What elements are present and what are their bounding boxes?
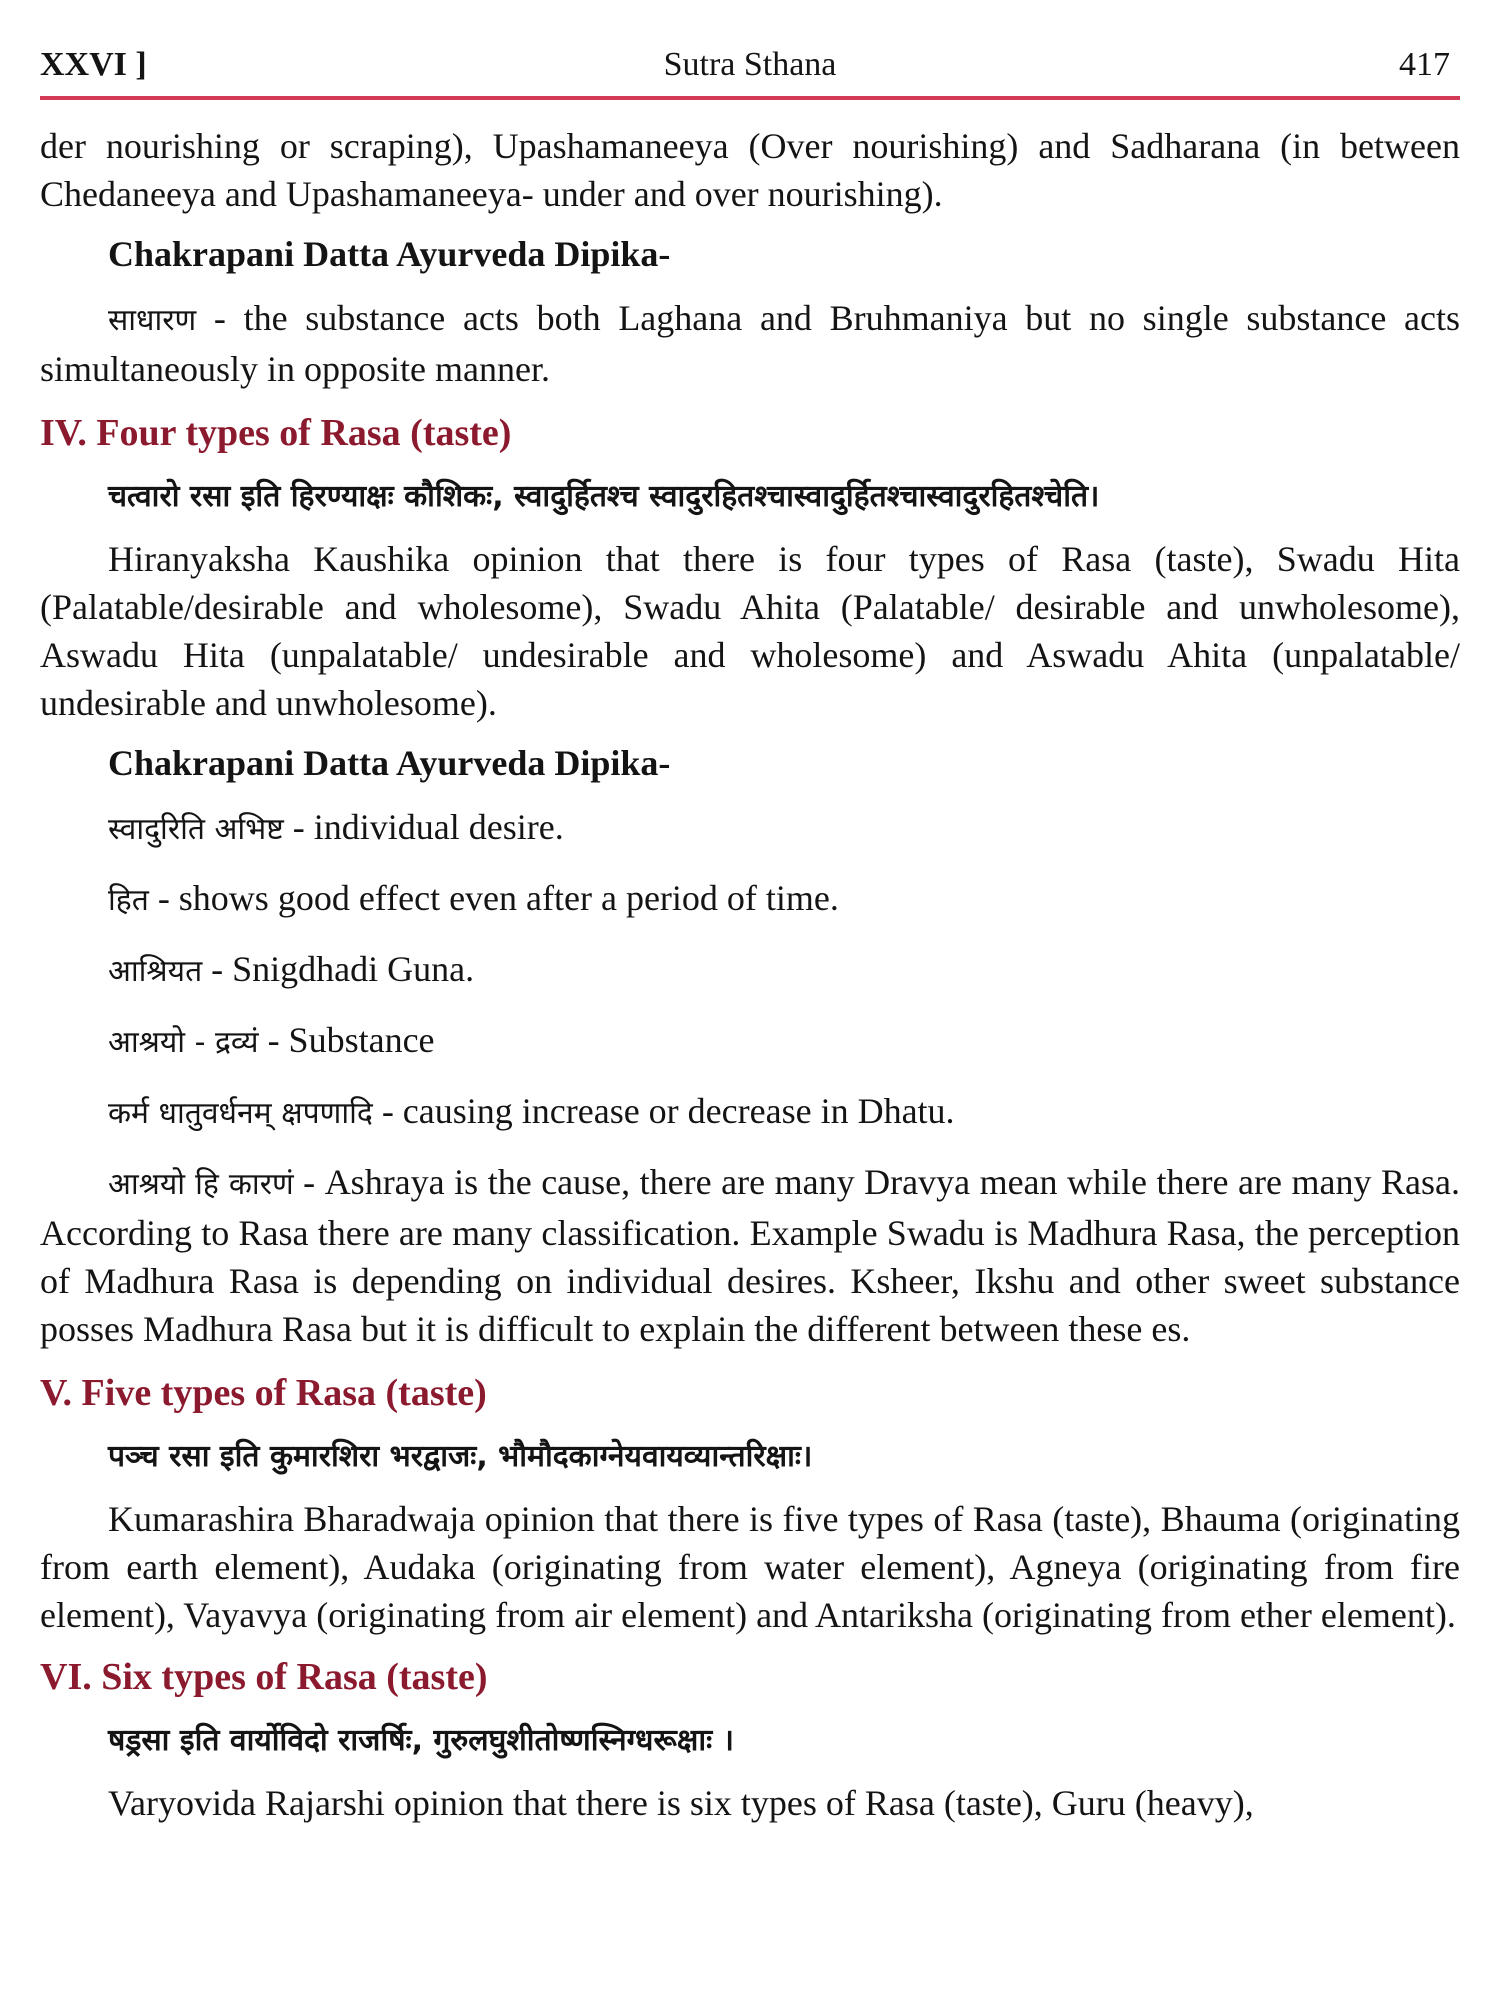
running-header: [40, 40, 1460, 90]
commentary-heading: Chakrapani Datta Ayurveda Dipika-: [108, 743, 671, 783]
gloss-text: - Ashraya is the cause, there are many Dravya mean while there are many Rasa. According to Rasa there are many classification. Example Swadu is Madhura Rasa, the perception of Madhura Rasa is depending on individual desires. Ksheer, Ikshu and other sweet substance posses Madhura Rasa but it is difficult to explain the different between these es.: [40, 1162, 1460, 1349]
gloss-term: कर्म धातुवर्धनम् क्षपणादि: [108, 1096, 373, 1131]
sanskrit-verse: पञ्च रसा इति कुमारशिरा भरद्वाजः, भौमौदकाग्नेयवायव्यान्तरिक्षाः।: [108, 1439, 813, 1474]
gloss-text: - shows good effect even after a period of time.: [148, 878, 839, 918]
gloss-term: आश्रियत: [108, 954, 203, 989]
gloss-text: - the substance acts both Laghana and Bruhmaniya but no single substance acts simultaneously in opposite manner.: [40, 298, 1460, 389]
gloss-text: - causing increase or decrease in Dhatu.: [372, 1091, 955, 1131]
section-paragraph: Kumarashira Bharadwaja opinion that there is five types of Rasa (taste), Bhauma (originating from earth element), Audaka (originating from water element), Agneya (originating from fire element), Vayavya (originating from air element) and Antariksha (originating from ether element).: [40, 1499, 1460, 1635]
commentary-gloss: [40, 294, 1460, 393]
gloss-term: साधारण: [108, 303, 197, 338]
sanskrit-verse: चत्वारो रसा इति हिरण्याक्षः कौशिकः, स्वादुर्हितश्च स्वादुरहितश्चास्वादुर्हितश्चास्वादुरहितश्चेति।: [108, 479, 1100, 514]
gloss-line: [40, 1087, 1460, 1138]
gloss-paragraph: [40, 1158, 1460, 1353]
gloss-term: हित: [108, 883, 149, 918]
section-heading-iv: IV. Four types of Rasa (taste): [40, 412, 512, 454]
gloss-term: आश्रयो हि कारणं: [108, 1167, 294, 1202]
running-title: Sutra Sthana: [663, 46, 837, 83]
intro-paragraph: der nourishing or scraping), Upashamaneeya (Over nourishing) and Sadharana (in between Chedaneeya and Upashamaneeya- under and over nourishing).: [40, 126, 1460, 214]
gloss-line: [40, 803, 1460, 854]
commentary-heading: Chakrapani Datta Ayurveda Dipika-: [108, 234, 671, 274]
chapter-number: XXVI ]: [40, 46, 147, 83]
book-page: [40, 40, 1460, 1839]
header-rule: [40, 96, 1460, 100]
gloss-term: स्वादुरिति अभिष्ट: [108, 812, 284, 847]
section-heading-vi: VI. Six types of Rasa (taste): [40, 1656, 488, 1698]
gloss-text: - Snigdhadi Guna.: [202, 949, 475, 989]
gloss-text: - Substance: [258, 1020, 435, 1060]
sanskrit-verse: षड्रसा इति वार्योविदो राजर्षिः, गुरुलघुशीतोष्णस्निग्धरूक्षाः ।: [108, 1723, 734, 1758]
section-paragraph: Varyovida Rajarshi opinion that there is six types of Rasa (taste), Guru (heavy),: [108, 1783, 1254, 1823]
section-heading-v: V. Five types of Rasa (taste): [40, 1372, 487, 1414]
gloss-term: आश्रयो - द्रव्यं: [108, 1025, 259, 1060]
gloss-line: [40, 874, 1460, 925]
gloss-line: [40, 1016, 1460, 1067]
gloss-line: [40, 945, 1460, 996]
section-paragraph: Hiranyaksha Kaushika opinion that there is four types of Rasa (taste), Swadu Hita (Palatable/desirable and wholesome), Swadu Ahita (Palatable/ desirable and unwholesome), Aswadu Hita (unpalatable/ undesirable and wholesome) and Aswadu Ahita (unpalatable/ undesirable and unwholesome).: [40, 539, 1460, 723]
gloss-text: - individual desire.: [283, 807, 564, 847]
page-number: 417: [1399, 46, 1450, 83]
